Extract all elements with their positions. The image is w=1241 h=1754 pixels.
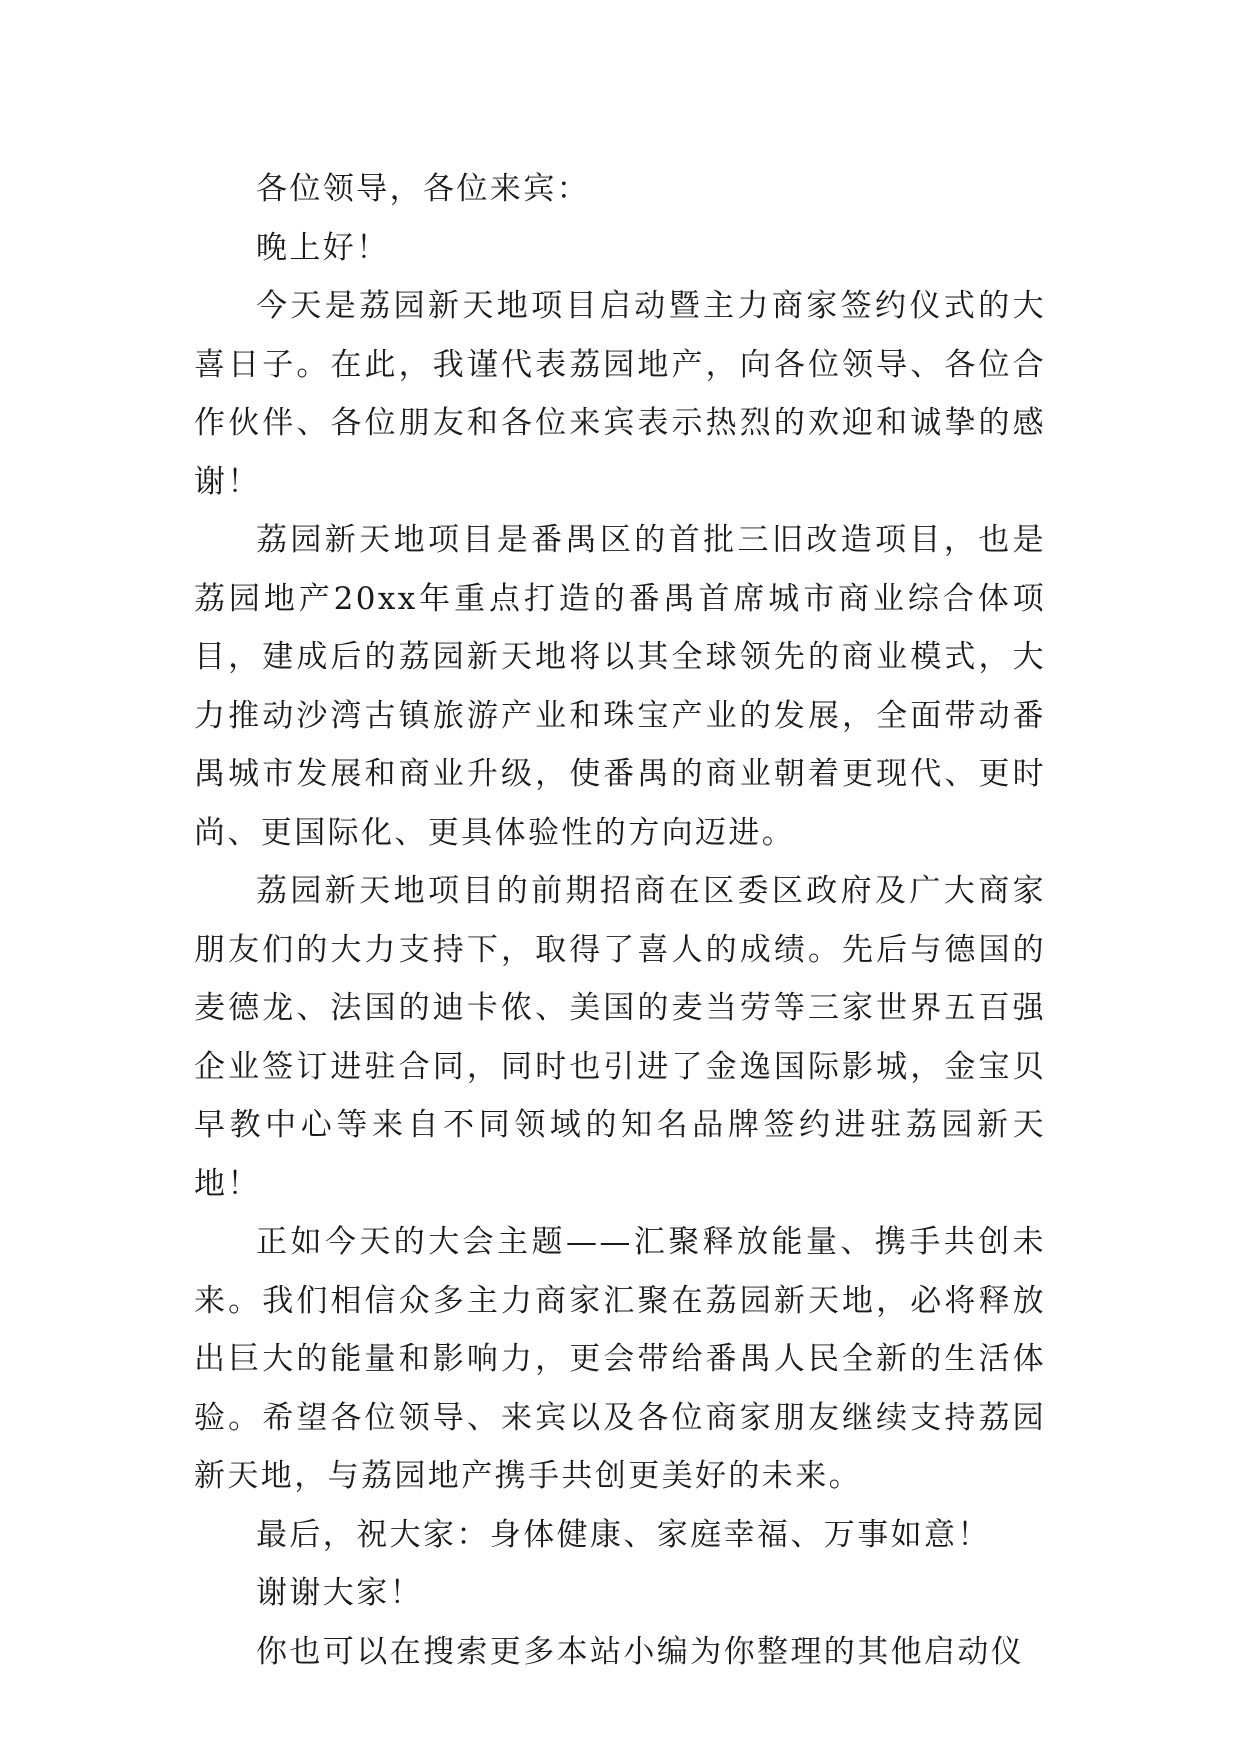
paragraph-investment: 荔园新天地项目的前期招商在区委区政府及广大商家朋友们的大力支持下，取得了喜人的成绩。先后与德国的麦德龙、法国的迪卡侬、美国的麦当劳等三家世界五百强企业签订进驻合同，同时也引进了金逸国际影城，金宝贝早教中心等来自不同领域的知名品牌签约进驻荔园新天地！ (194, 873, 1046, 1202)
paragraph-thanks: 谢谢大家！ (256, 1575, 423, 1611)
greeting: 晚上好！ (256, 229, 390, 266)
paragraph-theme: 正如今天的大会主题——汇聚释放能量、携手共创未来。我们相信众多主力商家汇聚在荔园新天地，必将释放出巨大的能量和影响力，更会带给番禺人民全新的生活体验。希望各位领导、来宾以及各位商家朋友继续支持荔园新天地，与荔园地产携手共创更美好的未来。 (194, 1224, 1046, 1494)
paragraph-welcome: 今天是荔园新天地项目启动暨主力商家签约仪式的大喜日子。在此，我谨代表荔园地产，向各位领导、各位合作伙伴、各位朋友和各位来宾表示热烈的欢迎和诚挚的感谢！ (194, 288, 1046, 500)
paragraph-more: 你也可以在搜索更多本站小编为你整理的其他启动仪 (256, 1633, 1025, 1670)
document-body (194, 160, 1046, 1681)
paragraph-project-intro: 荔园新天地项目是番禺区的首批三旧改造项目，也是荔园地产20xx年重点打造的番禺首席城市商业综合体项目，建成后的荔园新天地将以其全球领先的商业模式，大力推动沙湾古镇旅游产业和珠宝产业的发展，全面带动番禺城市发展和商业升级，使番禺的商业朝着更现代、更时尚、更国际化、更具体验性的方向迈进。 (194, 522, 1046, 851)
salutation: 各位领导，各位来宾： (256, 171, 590, 207)
paragraph-wishes: 最后，祝大家：身体健康、家庭幸福、万事如意！ (256, 1516, 991, 1553)
